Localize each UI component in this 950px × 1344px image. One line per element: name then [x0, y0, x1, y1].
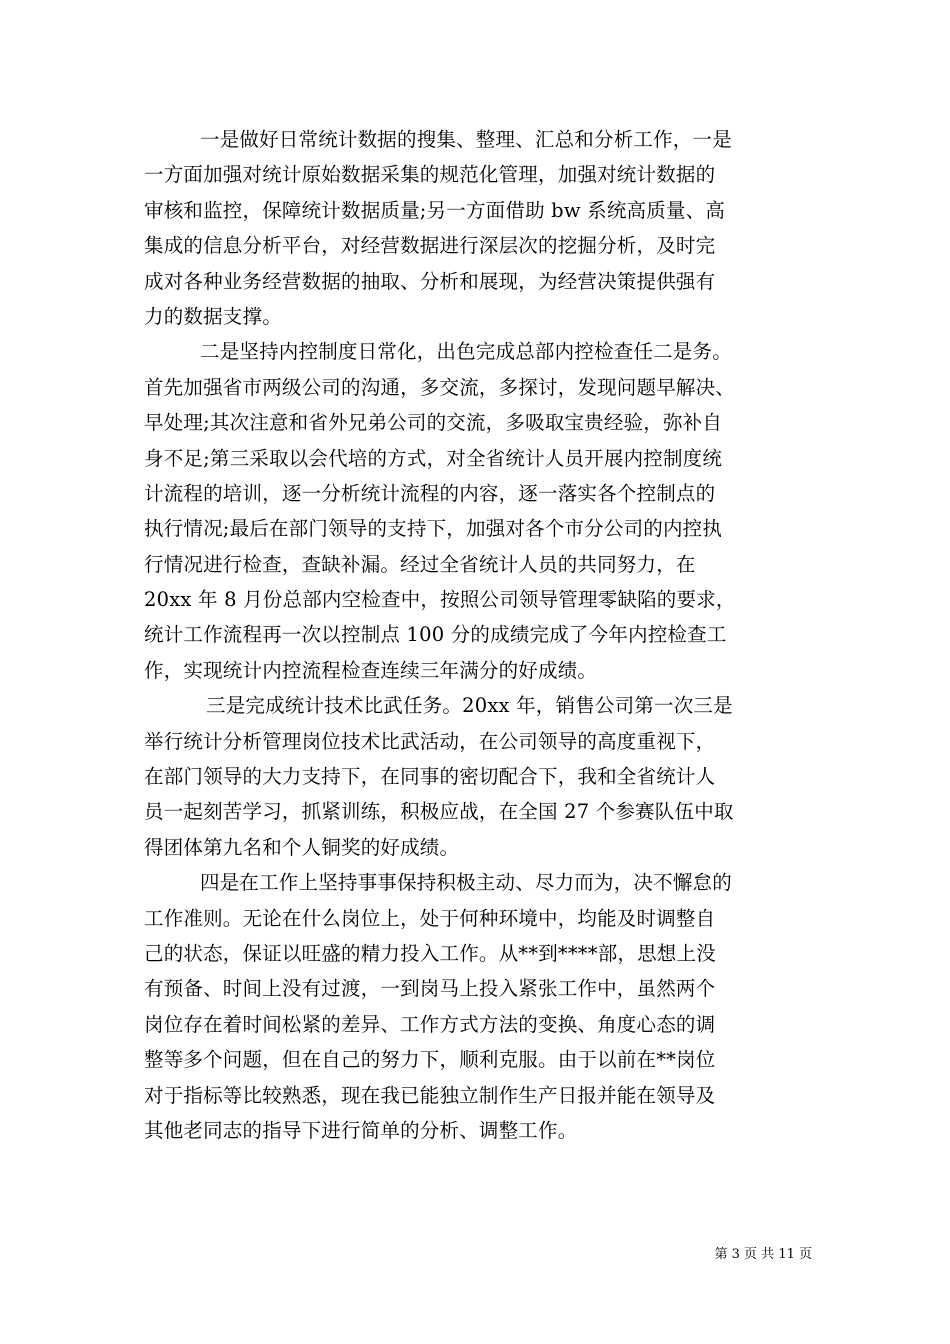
- paragraph-2-line-4: 身不足;第三采取以会代培的方式，对全省统计人员开展内控制度统: [144, 446, 723, 470]
- paragraph-4-line-2: 工作准则。无论在什么岗位上，处于何种环境中，均能及时调整自: [144, 906, 716, 930]
- paragraph-4-line-3: 己的状态，保证以旺盛的精力投入工作。从**到****部，思想上没: [144, 941, 716, 965]
- paragraph-1-line-1: 一是做好日常统计数据的搜集、整理、汇总和分析工作，一是: [200, 128, 732, 151]
- paragraph-4-line-5: 岗位存在着时间松紧的差异、工作方式方法的变换、角度心态的调: [144, 1012, 716, 1036]
- paragraph-1-line-3: 审核和监控，保障统计数据质量;另一方面借助 bw 系统高质量、高: [144, 198, 726, 222]
- paragraph-4-line-6: 整等多个问题，但在自己的努力下，顺利克服。由于以前在**岗位: [144, 1048, 716, 1072]
- paragraph-4-line-7: 对于指标等比较熟悉，现在我已能独立制作生产日报并能在领导及: [144, 1083, 716, 1107]
- paragraph-3-line-5: 得团体第九名和个人铜奖的好成绩。: [144, 835, 460, 859]
- paragraph-2-line-8: 20xx 年 8 月份总部内空检查中，按照公司领导管理零缺陷的要求，: [144, 588, 736, 612]
- paragraph-3-line-3: 在部门领导的大力支持下，在同事的密切配合下，我和全省统计人: [144, 765, 716, 789]
- paragraph-2-line-7: 行情况进行检查，查缺补漏。经过全省统计人员的共同努力，在: [144, 552, 696, 576]
- paragraph-3-line-4: 员一起刻苦学习，抓紧训练，积极应战，在全国 27 个参赛队伍中取: [144, 800, 734, 824]
- page-number: 第 3 页 共 11 页: [714, 1247, 812, 1262]
- paragraph-1-line-2: 一方面加强对统计原始数据采集的规范化管理，加强对统计数据的: [144, 163, 716, 187]
- paragraph-3-line-2: 举行统计分析管理岗位技术比武活动，在公司领导的高度重视下，: [144, 729, 716, 753]
- paragraph-2-line-5: 计流程的培训，逐一分析统计流程的内容，逐一落实各个控制点的: [144, 481, 716, 505]
- paragraph-4-line-8: 其他老同志的指导下进行简单的分析、调整工作。: [144, 1118, 578, 1142]
- paragraph-2-line-2: 首先加强省市两级公司的沟通，多交流，多探讨，发现问题早解决、: [144, 375, 736, 399]
- paragraph-4-line-4: 有预备、时间上没有过渡，一到岗马上投入紧张工作中，虽然两个: [144, 977, 716, 1001]
- paragraph-2-line-3: 早处理;其次注意和省外兄弟公司的交流，多吸取宝贵经验，弥补自: [144, 411, 723, 435]
- document-body: [144, 122, 812, 1148]
- paragraph-1-line-4: 集成的信息分析平台，对经营数据进行深层次的挖掘分析，及时完: [144, 234, 716, 258]
- paragraph-3-line-1: 三是完成统计技术比武任务。20xx 年，销售公司第一次三是: [206, 694, 733, 718]
- paragraph-1-line-5: 成对各种业务经营数据的抽取、分析和展现，为经营决策提供强有: [144, 269, 716, 293]
- paragraph-4-line-1: 四是在工作上坚持事事保持积极主动、尽力而为，决不懈怠的: [200, 871, 732, 895]
- paragraph-2-line-1: 二是坚持内控制度日常化，出色完成总部内控检查任二是务。: [200, 340, 732, 364]
- paragraph-1-line-6: 力的数据支撑。: [144, 304, 282, 328]
- paragraph-2-line-9: 统计工作流程再一次以控制点 100 分的成绩完成了今年内控检查工: [144, 623, 727, 647]
- paragraph-2-line-10: 作，实现统计内控流程检查连续三年满分的好成绩。: [144, 658, 598, 682]
- paragraph-2-line-6: 执行情况;最后在部门领导的支持下，加强对各个市分公司的内控执: [144, 517, 723, 541]
